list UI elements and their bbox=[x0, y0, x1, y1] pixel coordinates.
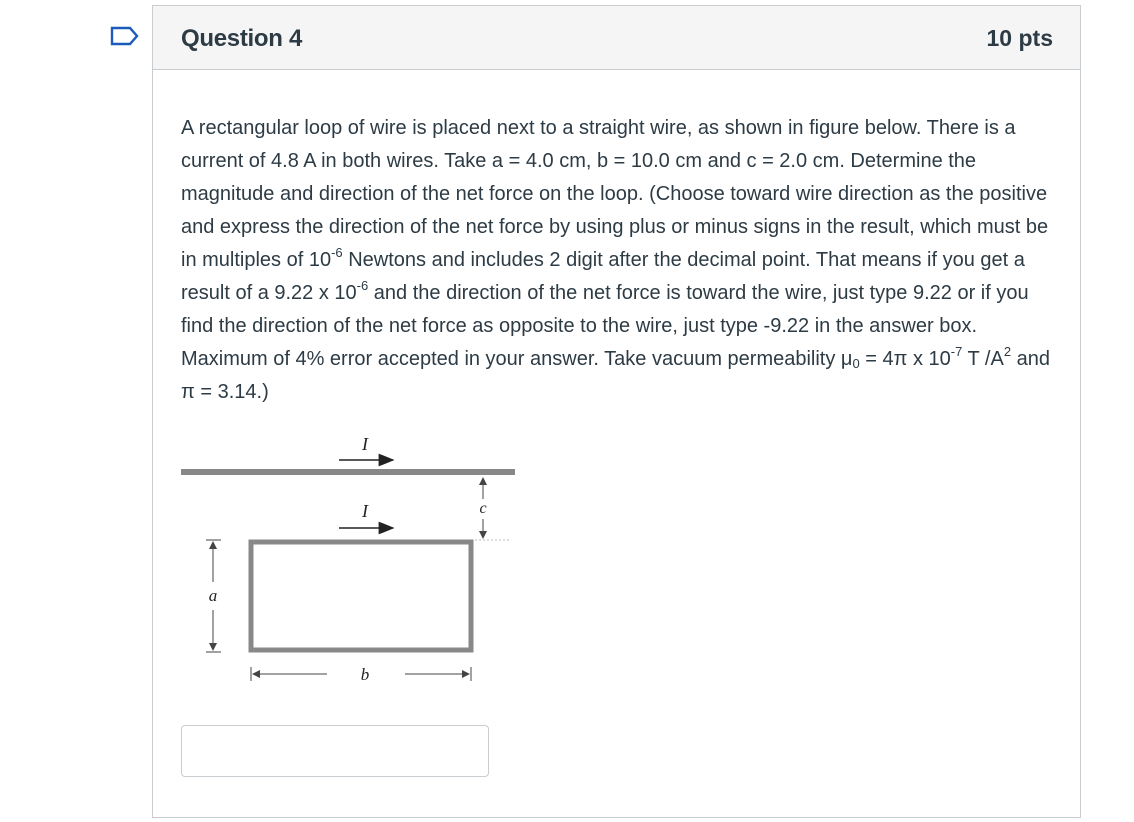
loop-current-label: I bbox=[362, 501, 368, 521]
question-text-part: and π = 3.14.) bbox=[181, 348, 1050, 403]
label-a: a bbox=[208, 586, 218, 605]
answer-input[interactable] bbox=[181, 725, 489, 777]
subscript: 0 bbox=[852, 356, 860, 371]
question-points: 10 pts bbox=[986, 25, 1053, 51]
wire-loop-figure bbox=[181, 424, 521, 689]
question-text-part: A rectangular loop of wire is placed next to a straight wire, as shown in figure below. There is a current of 4.8 A in both wires. Take a = 4.0 cm, b = 10.0 cm and c = 2.0 cm. Determine the magnitude and direction of the net force on the loop. (Choose toward wire direction as the positive and express the direction of the net force by using plus or minus signs in the result, which must be in multiples of 10 bbox=[181, 117, 1049, 271]
exponent: -6 bbox=[331, 245, 343, 260]
question-text-part: = 4π x 10 bbox=[859, 348, 951, 370]
question-text-part: and the direction of the net force is toward the wire, just type 9.22 or if you find the direction of the net force as opposite to the wire, just type -9.22 in the answer box. Maximum of 4% error accepted in your answer. Take vacuum permeability μ bbox=[181, 282, 1029, 370]
question-text-part: T /A bbox=[962, 348, 1004, 370]
flag-question-icon[interactable] bbox=[110, 26, 140, 46]
label-b: b bbox=[360, 665, 370, 684]
question-text bbox=[181, 112, 1061, 409]
exponent: -7 bbox=[950, 344, 963, 359]
exponent: 2 bbox=[1003, 344, 1012, 359]
question-card bbox=[152, 5, 1081, 818]
exponent: -6 bbox=[356, 278, 369, 293]
wire-current-label: I bbox=[362, 434, 368, 454]
question-header bbox=[153, 6, 1080, 70]
label-c: c bbox=[479, 500, 487, 517]
question-title: Question 4 bbox=[181, 25, 303, 52]
rectangular-loop bbox=[251, 542, 471, 650]
question-text-part: Newtons and includes 2 digit after the decimal point. That means if you get a result of a 9.22 x 10 bbox=[181, 249, 1025, 304]
